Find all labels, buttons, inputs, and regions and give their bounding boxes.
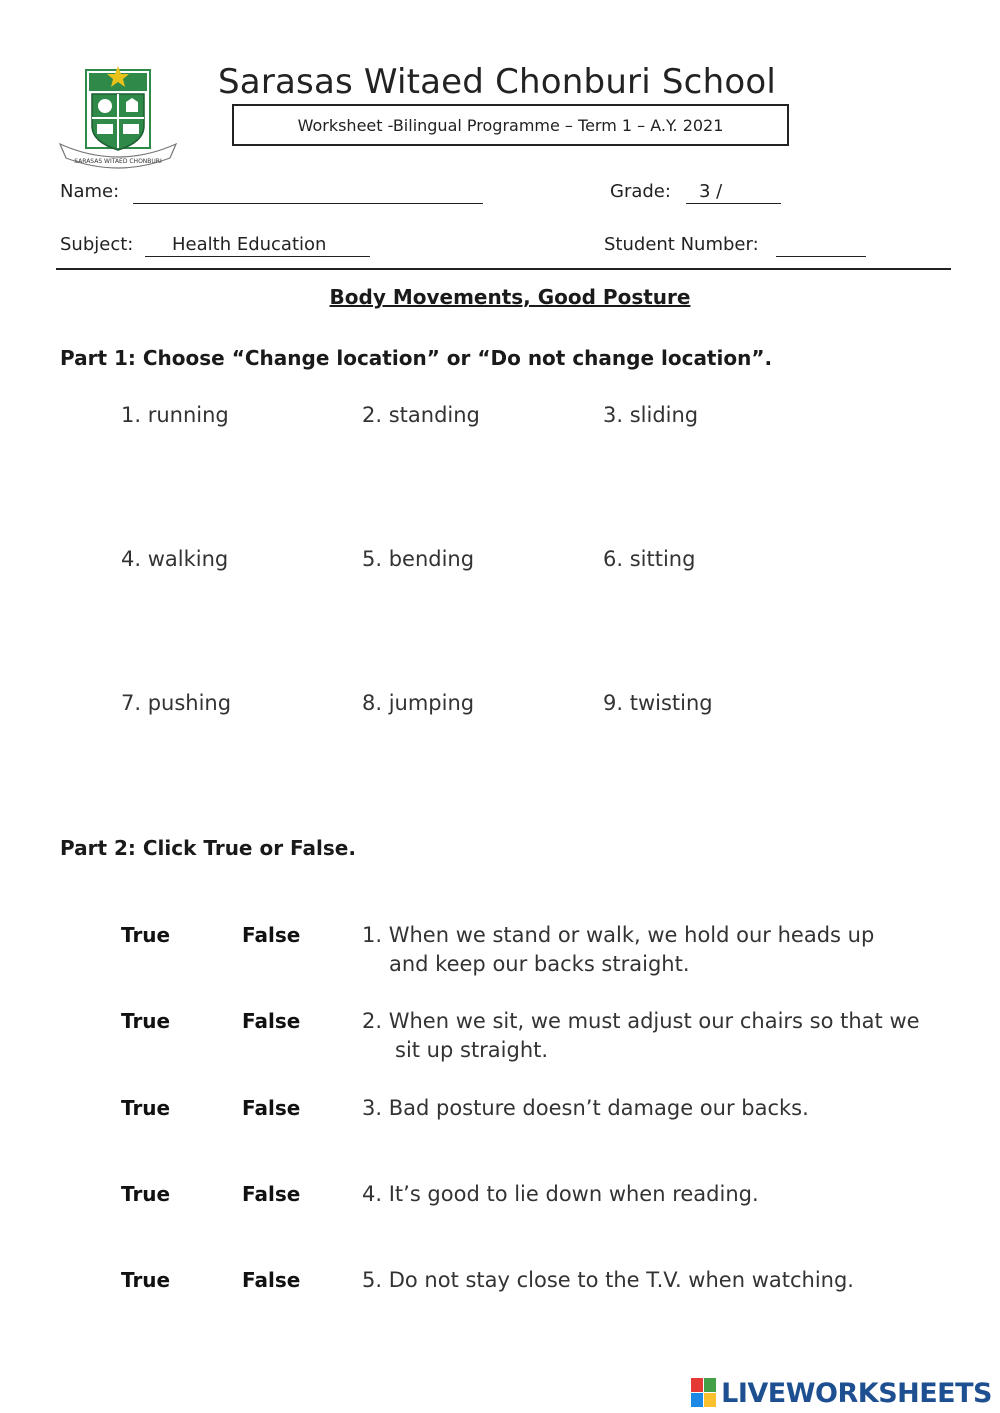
grade-value: 3 / — [699, 181, 723, 202]
part1-item[interactable]: 9. twisting — [603, 691, 713, 715]
school-logo — [56, 66, 180, 170]
subject-field — [145, 256, 370, 257]
statement-2-line2: sit up straight. — [395, 1038, 549, 1062]
student-number-label: Student Number: — [604, 234, 759, 255]
part1-item[interactable]: 2. standing — [362, 403, 480, 427]
liveworksheets-logo — [691, 1376, 992, 1410]
statement-1-line1: 1. When we stand or walk, we hold our heads up — [362, 923, 875, 947]
grade-label: Grade: — [610, 181, 671, 202]
part1-item[interactable]: 5. bending — [362, 547, 475, 571]
worksheet-subtitle: Worksheet -Bilingual Programme – Term 1 – A.Y. 2021 — [297, 115, 724, 135]
part1-item[interactable]: 3. sliding — [603, 403, 699, 427]
part1-item[interactable]: 1. running — [121, 403, 229, 427]
statement-3: 3. Bad posture doesn’t damage our backs. — [362, 1096, 809, 1120]
name-field[interactable] — [133, 203, 483, 204]
false-option[interactable]: False — [242, 1182, 301, 1206]
true-option[interactable]: True — [121, 923, 171, 947]
liveworksheets-badge-icon — [691, 1378, 717, 1408]
false-option[interactable]: False — [242, 1009, 301, 1033]
part1-item[interactable]: 7. pushing — [121, 691, 232, 715]
true-option[interactable]: True — [121, 1268, 171, 1292]
part1-item[interactable]: 6. sitting — [603, 547, 696, 571]
true-option[interactable]: True — [121, 1182, 171, 1206]
true-option[interactable]: True — [121, 1096, 171, 1120]
statement-4: 4. It’s good to lie down when reading. — [362, 1182, 759, 1206]
statement-2-line1: 2. When we sit, we must adjust our chairs so that we — [362, 1009, 920, 1033]
false-option[interactable]: False — [242, 1268, 301, 1292]
false-option[interactable]: False — [242, 1096, 301, 1120]
grade-field[interactable] — [686, 203, 781, 204]
name-label: Name: — [60, 181, 120, 202]
subject-value: Health Education — [172, 234, 327, 255]
student-number-field[interactable] — [776, 256, 866, 257]
liveworksheets-brand: LIVEWORKSHEETS — [721, 1377, 992, 1409]
statement-1-line2: and keep our backs straight. — [389, 952, 690, 976]
subject-label: Subject: — [60, 234, 134, 255]
svg-text:SARASAS WITAED CHONBURI: SARASAS WITAED CHONBURI — [74, 158, 162, 165]
header-divider — [56, 268, 951, 270]
worksheet-title: Body Movements, Good Posture — [329, 285, 691, 309]
false-option[interactable]: False — [242, 923, 301, 947]
part1-heading: Part 1: Choose “Change location” or “Do not change location”. — [60, 346, 773, 370]
part2-heading: Part 2: Click True or False. — [60, 836, 356, 860]
true-option[interactable]: True — [121, 1009, 171, 1033]
worksheet-subtitle-box — [232, 104, 789, 146]
part1-item[interactable]: 4. walking — [121, 547, 229, 571]
part1-item[interactable]: 8. jumping — [362, 691, 475, 715]
statement-5: 5. Do not stay close to the T.V. when watching. — [362, 1268, 854, 1292]
school-name: Sarasas Witaed Chonburi School — [218, 62, 776, 102]
